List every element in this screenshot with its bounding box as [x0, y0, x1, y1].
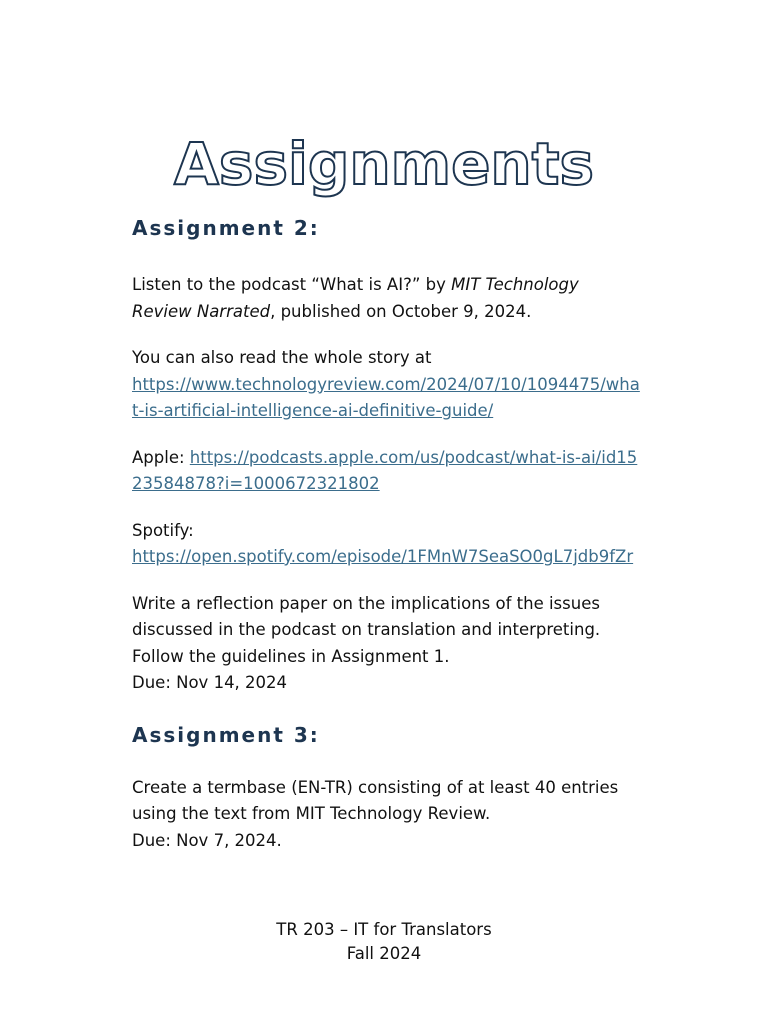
assignment-2-task: [132, 591, 642, 697]
spotify-label: Spotify:: [132, 520, 194, 540]
spotify-episode-link[interactable]: https://open.spotify.com/episode/1FMnW7SeaSO0gL7jdb9fZr: [132, 547, 634, 566]
podcast-source: MIT Technology Review Narrated: [132, 275, 579, 321]
course-name: TR 203 – IT for Translators: [276, 920, 492, 939]
assignment-3-due: Due: Nov 7, 2024.: [132, 830, 282, 850]
assignments-content: [132, 212, 642, 854]
assignment-2-intro: [132, 272, 642, 325]
assignment-2-due: Due: Nov 14, 2024: [132, 673, 288, 692]
assignment-2-heading: Assignment 2:: [132, 216, 320, 240]
apple-label: Apple:: [132, 447, 190, 467]
assignment-3-heading: Assignment 3:: [132, 722, 320, 747]
spotify-paragraph: [132, 518, 642, 571]
intro-suffix: , published on October 9, 2024.: [270, 301, 532, 321]
read-story-text: You can also read the whole story at: [132, 348, 432, 367]
read-story-paragraph: [132, 345, 642, 425]
apple-paragraph: [132, 445, 642, 498]
assignment-3-task: [132, 775, 642, 855]
technology-review-link[interactable]: https://www.technologyreview.com/2024/07/10/1094475/what-is-artificial-intelligence-ai-definitive-guide/: [132, 374, 640, 420]
term: Fall 2024: [346, 944, 422, 963]
assignment-2-task-text: Write a reflection paper on the implications of the issues discussed in the podcast on translation and interpreting. Follow the guidelines in Assignment 1.: [132, 593, 601, 666]
assignment-3-task-text: Create a termbase (EN-TR) consisting of at least 40 entries using the text from MIT Technology Review.: [132, 777, 619, 823]
footer: [0, 918, 768, 966]
apple-podcast-link[interactable]: https://podcasts.apple.com/us/podcast/what-is-ai/id1523584878?i=1000672321802: [132, 447, 638, 493]
intro-prefix: Listen to the podcast “What is AI?” by: [132, 275, 452, 294]
page-title: Assignments: [174, 130, 594, 198]
